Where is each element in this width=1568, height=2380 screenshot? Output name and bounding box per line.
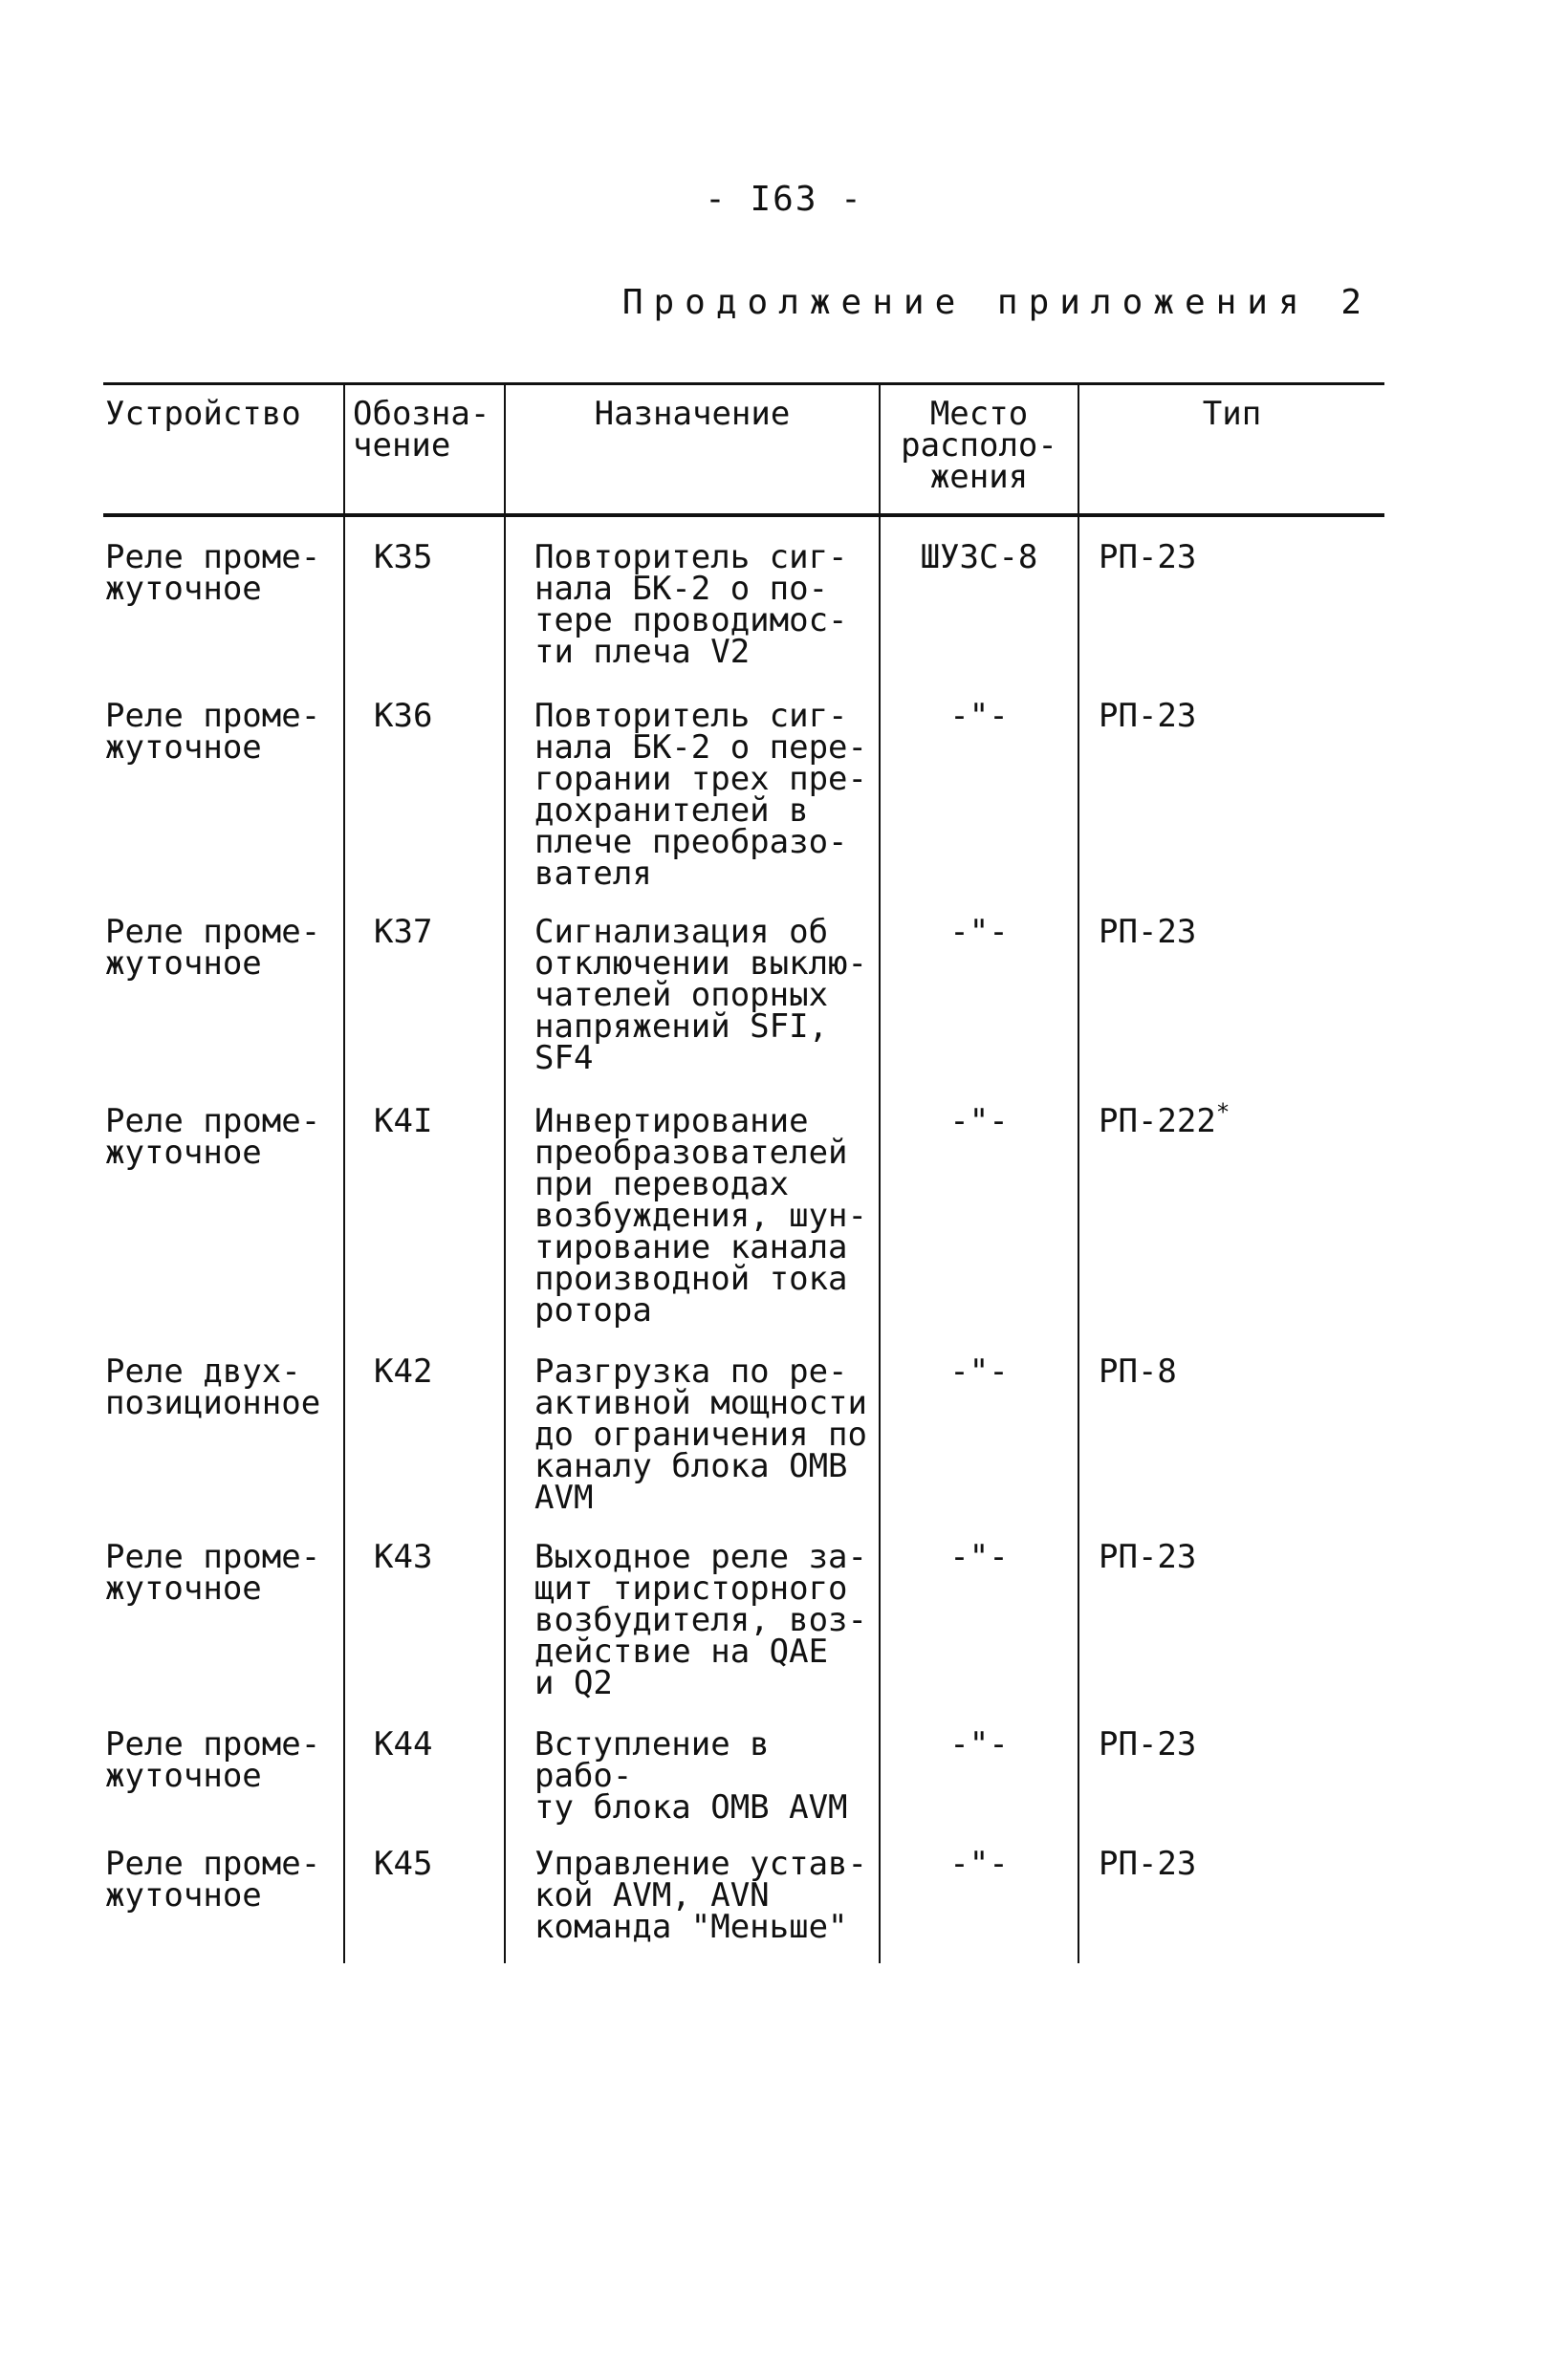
column-header-designation: Обозна- чение — [344, 384, 505, 516]
type-value: РП-23 — [1099, 538, 1197, 576]
cell-device: Реле двух- позиционное — [105, 1352, 321, 1422]
cell-designation: К44 — [344, 1704, 505, 1824]
cell-purpose: Инвертирование преобразователей при переводах возбуждения, шун- тирование канала производной тока ротора — [505, 1081, 880, 1331]
cell-device: Реле проме- жуточное — [105, 697, 321, 767]
table-row — [103, 1824, 1384, 1963]
type-value: РП-8 — [1099, 1352, 1177, 1391]
cell-designation: К37 — [344, 892, 505, 1081]
cell-type — [1078, 1517, 1384, 1704]
cell-type — [1078, 1081, 1384, 1331]
cell-device: Реле проме- жуточное — [105, 1845, 321, 1915]
table-row — [103, 1704, 1384, 1824]
cell-type — [1078, 515, 1384, 676]
cell-designation: К42 — [344, 1331, 505, 1517]
cell-type — [1078, 1331, 1384, 1517]
cell-device: Реле проме- жуточное — [105, 538, 321, 608]
cell-location: -"- — [880, 892, 1078, 1081]
cell-location: ШУЗС-8 — [880, 515, 1078, 676]
cell-type — [1078, 892, 1384, 1081]
cell-purpose: Сигнализация об отключении выклю- чателей опорных напряжений SFI, SF4 — [505, 892, 880, 1081]
cell-purpose: Повторитель сиг- нала БК-2 о пере- горании трех пре- дохранителей в плече преобразо- вателя — [505, 676, 880, 892]
type-value: РП-23 — [1099, 697, 1197, 735]
type-value: РП-23 — [1099, 1725, 1197, 1763]
cell-designation: К4I — [344, 1081, 505, 1331]
cell-designation: К43 — [344, 1517, 505, 1704]
type-value: РП-222 — [1099, 1102, 1216, 1140]
table-row — [103, 892, 1384, 1081]
type-value: РП-23 — [1099, 1845, 1197, 1883]
cell-designation: К35 — [344, 515, 505, 676]
cell-location: -"- — [880, 1824, 1078, 1963]
table-row — [103, 1081, 1384, 1331]
cell-purpose: Вступление в рабо- ту блока ОМВ AVM — [505, 1704, 880, 1824]
cell-purpose: Повторитель сиг- нала БК-2 о по- тере проводимос- ти плеча V2 — [505, 515, 880, 676]
cell-location: -"- — [880, 1081, 1078, 1331]
table-row — [103, 515, 1384, 676]
column-header-purpose: Назначение — [505, 384, 880, 516]
page-number: - I63 - — [705, 180, 863, 219]
cell-purpose: Разгрузка по ре- активной мощности до ограничения по каналу блока ОМВ AVM — [505, 1331, 880, 1517]
cell-location: -"- — [880, 1517, 1078, 1704]
cell-device: Реле проме- жуточное — [105, 913, 321, 983]
cell-location: -"- — [880, 1704, 1078, 1824]
cell-designation: К36 — [344, 676, 505, 892]
cell-purpose: Управление устав- кой AVM, AVN команда "Меньше" — [505, 1824, 880, 1963]
cell-type — [1078, 676, 1384, 892]
column-header-location: Место располо- жения — [880, 384, 1078, 516]
appendix-heading: Продолжение приложения 2 — [621, 283, 1372, 322]
table-row — [103, 676, 1384, 892]
table-row — [103, 1517, 1384, 1704]
cell-device: Реле проме- жуточное — [105, 1538, 321, 1608]
cell-type — [1078, 1704, 1384, 1824]
cell-type — [1078, 1824, 1384, 1963]
table-row — [103, 1331, 1384, 1517]
cell-designation: К45 — [344, 1824, 505, 1963]
cell-device: Реле проме- жуточное — [105, 1102, 321, 1172]
equipment-table — [103, 382, 1384, 1963]
type-value: РП-23 — [1099, 1538, 1197, 1576]
type-value: РП-23 — [1099, 913, 1197, 951]
type-footnote-mark: * — [1215, 1098, 1230, 1126]
cell-purpose: Выходное реле за- щит тиристорного возбудителя, воз- действие на QAE и Q2 — [505, 1517, 880, 1704]
table-header-row — [103, 384, 1384, 516]
column-header-type: Тип — [1078, 384, 1384, 516]
equipment-table-container — [103, 382, 1384, 1946]
column-header-device: Устройство — [103, 384, 344, 516]
cell-location: -"- — [880, 676, 1078, 892]
cell-device: Реле проме- жуточное — [105, 1725, 321, 1795]
cell-location: -"- — [880, 1331, 1078, 1517]
